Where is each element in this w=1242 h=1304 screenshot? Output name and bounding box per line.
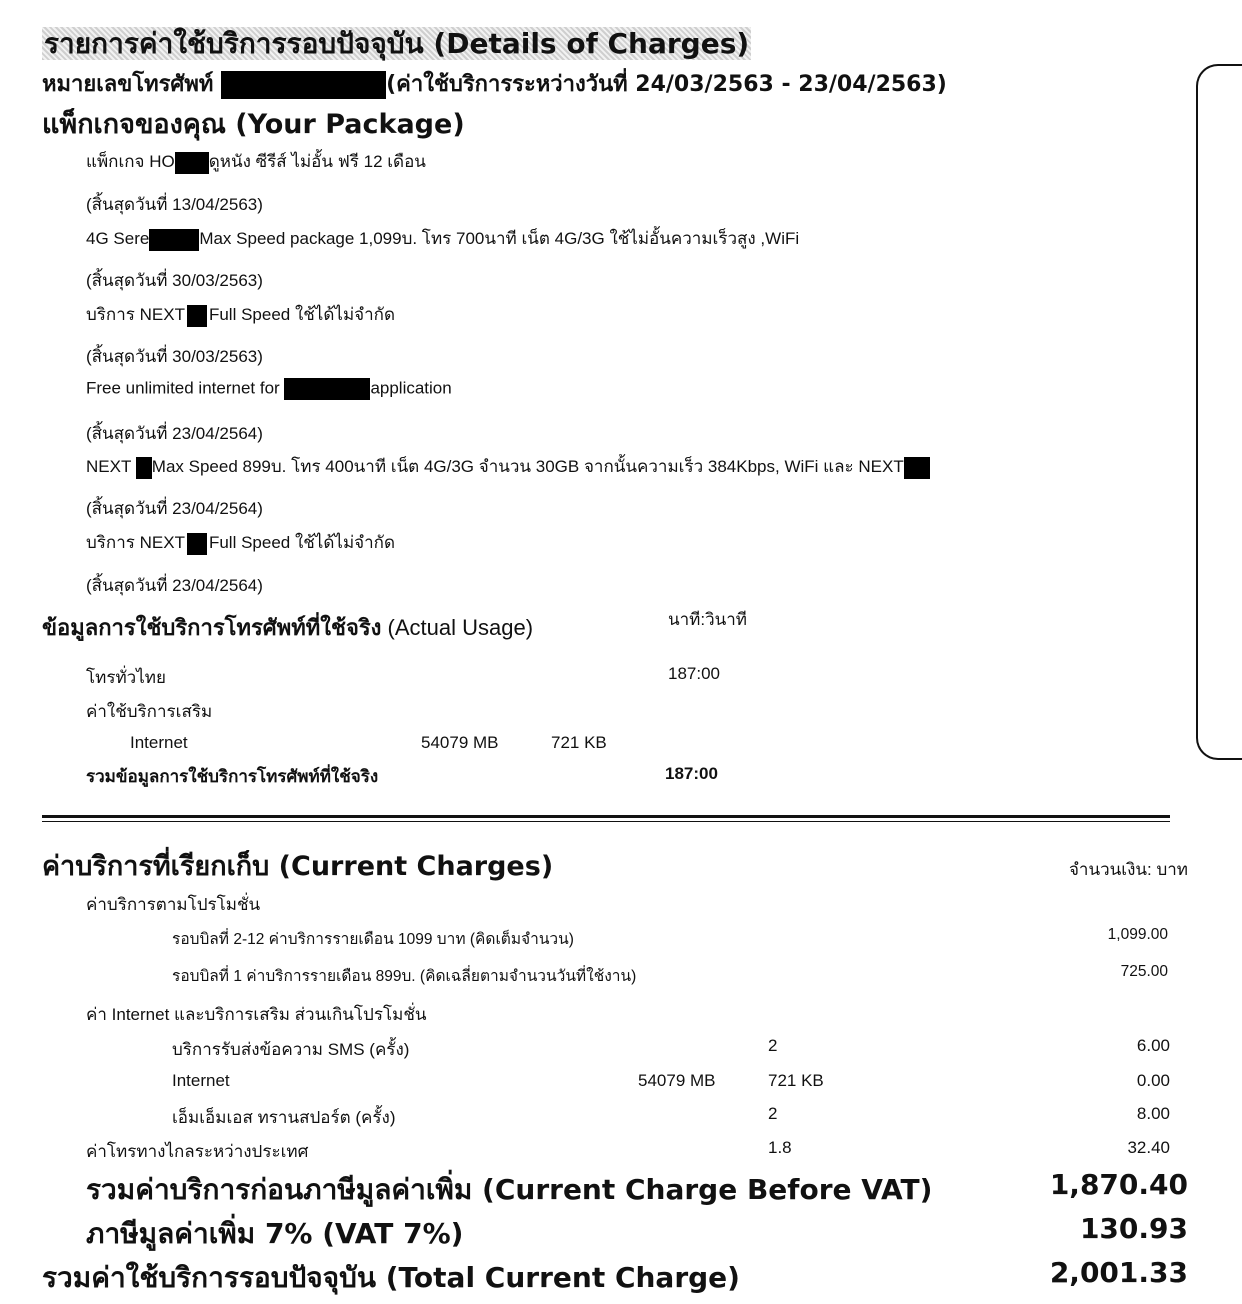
page-title-text: รายการค่าใช้บริการรอบปัจจุบัน (Details of Charges) [44, 27, 750, 60]
package-heading: แพ็กเกจของคุณ (Your Package) [42, 109, 465, 140]
redacted-text [175, 152, 209, 174]
mms-label: เอ็มเอ็มเอส ทรานสปอร์ต (ครั้ง) [172, 1108, 396, 1127]
sms-amount: 6.00 [1136, 1036, 1170, 1055]
internet-kb: 721 KB [768, 1071, 824, 1090]
before-vat-label: รวมค่าบริการก่อนภาษีมูลค่าเพิ่ม (Current Charge Before VAT) [86, 1173, 933, 1206]
side-bracket [1196, 64, 1242, 760]
usage-total-label: รวมข้อมูลการใช้บริการโทรศัพท์ที่ใช้จริง [86, 767, 379, 786]
before-vat-amount: 1,870.40 [1049, 1168, 1188, 1201]
promo-row-label: รอบบิลที่ 2-12 ค่าบริการรายเดือน 1099 บาท (คิดเต็มจำนวน) [172, 931, 574, 948]
package-end-date: (สิ้นสุดวันที่ 23/04/2564) [86, 576, 263, 595]
package-name-part: Full Speed ใช้ได้ไม่จำกัด [208, 305, 395, 324]
intl-amount: 32.40 [1127, 1138, 1170, 1157]
usage-heading [42, 610, 533, 645]
package-item [86, 378, 452, 400]
package-name-part: Full Speed ใช้ได้ไม่จำกัด [208, 533, 395, 552]
package-name-part: แพ็กเกจ HO [86, 152, 175, 171]
mms-qty: 2 [768, 1104, 778, 1123]
package-item [86, 148, 426, 175]
internet-label: Internet [172, 1071, 230, 1090]
intl-qty: 1.8 [768, 1138, 792, 1157]
promo-row-amount: 725.00 [1120, 963, 1168, 980]
usage-heading-en: (Actual Usage) [387, 615, 534, 640]
package-end-date: (สิ้นสุดวันที่ 30/03/2563) [86, 271, 263, 290]
vat-amount: 130.93 [1079, 1212, 1188, 1245]
usage-internet-mb: 54079 MB [421, 733, 499, 752]
package-item [86, 529, 395, 556]
intl-label: ค่าโทรทางไกลระหว่างประเทศ [86, 1142, 309, 1161]
section-divider-thin [42, 821, 1170, 822]
internet-mb: 54079 MB [638, 1071, 716, 1090]
charges-heading: ค่าบริการที่เรียกเก็บ (Current Charges) [42, 851, 554, 882]
package-end-date: (สิ้นสุดวันที่ 30/03/2563) [86, 347, 263, 366]
package-name-part: Free unlimited internet for [86, 378, 280, 398]
package-name-part: ดูหนัง ซีรีส์ ไม่อั้น ฟรี 12 เดือน [208, 152, 426, 171]
total-label: รวมค่าใช้บริการรอบปัจจุบัน (Total Current Charge) [42, 1261, 740, 1294]
mms-amount: 8.00 [1136, 1104, 1170, 1123]
phone-line [42, 66, 947, 101]
promo-row-amount: 1,099.00 [1107, 926, 1168, 943]
redacted-text [284, 378, 370, 400]
vat-label: ภาษีมูลค่าเพิ่ม 7% (VAT 7%) [86, 1217, 464, 1250]
redacted-text [187, 305, 207, 327]
promo-row-label: รอบบิลที่ 1 ค่าบริการรายเดือน 899บ. (คิดเฉลี่ยตามจำนวนวันที่ใช้งาน) [172, 968, 637, 985]
package-end-date: (สิ้นสุดวันที่ 23/04/2564) [86, 499, 263, 518]
usage-internet-kb: 721 KB [551, 733, 607, 752]
redacted-text [904, 457, 930, 479]
package-end-date: (สิ้นสุดวันที่ 23/04/2564) [86, 424, 263, 443]
package-name-part: บริการ NEXT [86, 305, 185, 324]
package-name-part: application [370, 378, 452, 398]
usage-unit: นาที:วินาที [668, 610, 748, 629]
total-amount: 2,001.33 [1049, 1256, 1188, 1289]
redacted-text [136, 457, 152, 479]
usage-domestic-value: 187:00 [668, 664, 720, 683]
package-name-part: บริการ NEXT [86, 533, 185, 552]
usage-domestic-label: โทรทั่วไทย [86, 668, 166, 687]
internet-amount: 0.00 [1136, 1071, 1170, 1090]
billing-period: (ค่าใช้บริการระหว่างวันที่ 24/03/2563 - 23/04/2563) [386, 72, 947, 97]
charges-currency: จำนวนเงิน: บาท [1068, 860, 1188, 879]
package-item [86, 453, 930, 480]
section-divider-thick [42, 815, 1170, 818]
redacted-text [187, 533, 207, 555]
usage-extra-label: ค่าใช้บริการเสริม [86, 702, 213, 721]
usage-total-value: 187:00 [665, 764, 718, 783]
extra-label: ค่า Internet และบริการเสริม ส่วนเกินโปรโมชั่น [86, 1005, 427, 1024]
package-end-date: (สิ้นสุดวันที่ 13/04/2563) [86, 195, 263, 214]
usage-internet-label: Internet [130, 733, 188, 752]
package-name-part: 4G Sere [86, 229, 150, 248]
package-name-part: NEXT [86, 457, 132, 476]
page-title [42, 22, 751, 66]
usage-heading-th: ข้อมูลการใช้บริการโทรศัพท์ที่ใช้จริง [42, 615, 382, 640]
package-item [86, 225, 799, 252]
package-name-part: Max Speed 899บ. โทร 400นาที เน็ต 4G/3G จำนวน 30GB จากนั้นความเร็ว 384Kbps, WiFi และ NEXT [151, 457, 904, 476]
promo-label: ค่าบริการตามโปรโมชั่น [86, 895, 261, 914]
phone-label: หมายเลขโทรศัพท์ [42, 72, 214, 97]
package-name-part: Max Speed package 1,099บ. โทร 700นาที เน็ต 4G/3G ใช้ไม่อั้นความเร็วสูง ,WiFi [199, 229, 800, 248]
redacted-phone-number [221, 71, 386, 99]
sms-label: บริการรับส่งข้อความ SMS (ครั้ง) [172, 1040, 410, 1059]
sms-qty: 2 [768, 1036, 778, 1055]
redacted-text [149, 229, 199, 251]
package-item [86, 301, 395, 328]
